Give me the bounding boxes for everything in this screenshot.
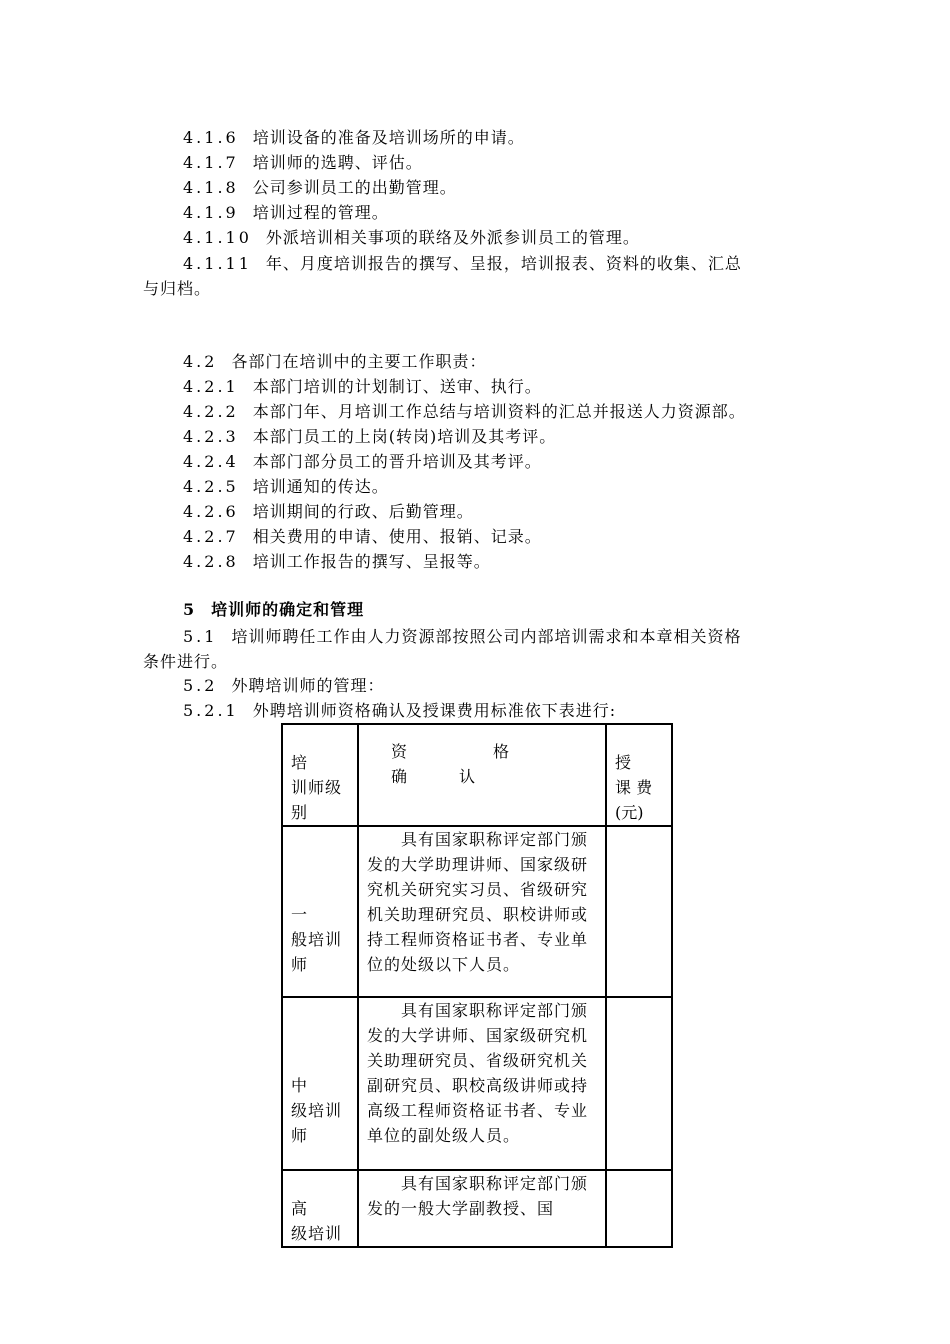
section-title-text: 各部门在培训中的主要工作职责： [231,352,487,371]
item-text: 培训过程的管理。 [252,203,389,222]
fee-cell [606,1170,672,1247]
header-cell-level [282,724,358,826]
item-number: 4.2.5 [183,477,239,496]
item-text: 培训工作报告的撰写、呈报等。 [252,552,491,571]
item-number: 4.2.1 [183,377,239,396]
item-text: 本部门年、月培训工作总结与培训资料的汇总并报送人力资源部。 [252,402,746,421]
table-row [282,997,672,1170]
qualification-cell [358,1170,606,1247]
level-text: 中 级培训 师 [291,1076,343,1145]
item-text: 培训通知的传达。 [252,477,389,496]
qualification-text: 具有国家职称评定部门颁发的大学讲师、国家级研究机关助理研究员、省级研究机关副研究员、职校高级讲师或持高级工程师资格证书者、专业单位的副处级人员。 [367,1001,589,1145]
section-number: 4.2 [183,352,218,371]
list-item [183,254,742,274]
level-text: 高 级培训 [291,1199,343,1243]
level-cell [282,997,358,1170]
list-item [183,477,389,497]
list-item [183,552,491,572]
list-item [183,402,746,422]
trainer-qualification-table [281,723,673,1248]
paragraph-number: 5.1 [183,627,218,646]
list-item [183,427,556,447]
item-text: 本部门培训的计划制订、送审、执行。 [252,377,542,396]
header-level-text: 培 训师级 别 [291,753,343,822]
level-text: 一 般培训 师 [291,905,343,974]
paragraph-text: 外聘培训师的管理： [231,676,385,695]
list-item [183,228,640,248]
list-item [183,203,389,223]
paragraph-text: 外聘培训师资格确认及授课费用标准依下表进行: [252,701,617,720]
section-heading [183,600,364,620]
paragraph-continuation: 条件进行。 [143,652,229,671]
item-number: 4.1.11 [183,254,252,273]
level-cell [282,826,358,997]
fee-cell [606,997,672,1170]
list-item [183,377,542,397]
list-item-continuation: 与归档。 [143,279,212,298]
paragraph [183,701,616,721]
item-text: 公司参训员工的出勤管理。 [252,178,457,197]
header-fee-text: 授 课 费 (元) [615,753,653,822]
paragraph [183,627,741,647]
qualification-cell [358,997,606,1170]
qualification-cell [358,826,606,997]
list-item [183,452,542,472]
paragraph-number: 5.2.1 [183,701,239,720]
list-item [183,128,525,148]
paragraph [183,676,384,696]
item-number: 4.2.2 [183,402,239,421]
item-number: 4.1.6 [183,128,239,147]
list-item [183,178,457,198]
table-header-row [282,724,672,826]
header-cell-fee [606,724,672,826]
item-number: 4.1.8 [183,178,239,197]
item-number: 4.2.8 [183,552,239,571]
item-text: 培训设备的准备及培训场所的申请。 [252,128,525,147]
item-number: 4.2.6 [183,502,239,521]
section-title [183,352,486,372]
section-heading-text: 培训师的确定和管理 [211,600,365,619]
paragraph-text: 培训师聘任工作由人力资源部按照公司内部培训需求和本章相关资格 [231,627,742,646]
item-text: 培训师的选聘、评估。 [252,153,423,172]
list-item [183,153,423,173]
qualification-text: 具有国家职称评定部门颁发的一般大学副教授、国 [367,1174,589,1218]
fee-cell [606,826,672,997]
list-item [183,527,542,547]
table-row [282,826,672,997]
header-cell-qualification [358,724,606,826]
table-row [282,1170,672,1247]
level-cell [282,1170,358,1247]
qualification-text: 具有国家职称评定部门颁发的大学助理讲师、国家级研究机关研究实习员、省级研究机关助理研究员、职校讲师或持工程师资格证书者、专业单位的处级以下人员。 [367,830,589,974]
item-text: 年、月度培训报告的撰写、呈报，培训报表、资料的收集、汇总 [265,254,742,273]
list-item [183,502,474,522]
item-number: 4.2.7 [183,527,239,546]
item-number: 4.1.7 [183,153,239,172]
item-number: 4.2.4 [183,452,239,471]
item-number: 4.1.9 [183,203,239,222]
paragraph-number: 5.2 [183,676,218,695]
item-number: 4.2.3 [183,427,239,446]
item-text: 本部门部分员工的晋升培训及其考评。 [252,452,542,471]
item-text: 培训期间的行政、后勤管理。 [252,502,474,521]
item-text: 相关费用的申请、使用、报销、记录。 [252,527,542,546]
item-text: 本部门员工的上岗(转岗)培训及其考评。 [252,427,557,446]
item-number: 4.1.10 [183,228,252,247]
header-qualification-text: 资 格 确 认 [391,742,511,786]
section-number: 5 [183,600,198,619]
item-text: 外派培训相关事项的联络及外派参训员工的管理。 [265,228,640,247]
